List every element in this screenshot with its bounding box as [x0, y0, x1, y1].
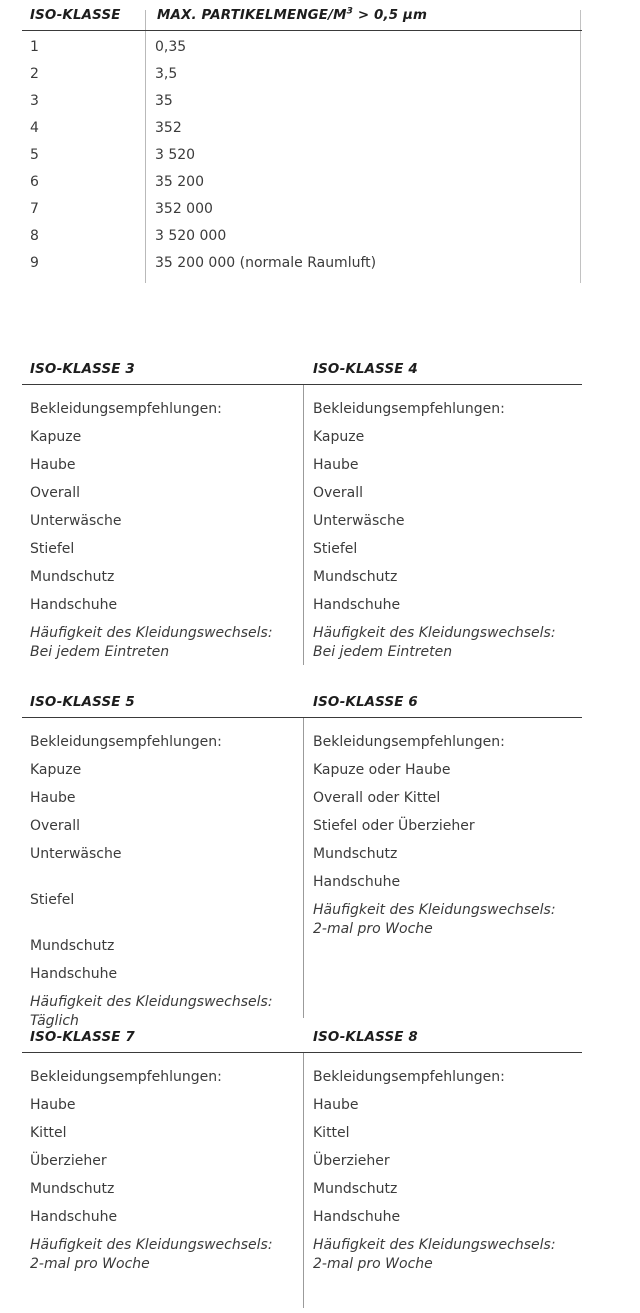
clothing-column-iso-7 — [22, 1053, 303, 1283]
column-header-max-particles-suffix: > 0,5 µm — [353, 8, 428, 23]
clothing-item-list — [30, 1091, 297, 1231]
clothing-item: Handschuhe — [30, 597, 118, 613]
cell-iso-class: 5 — [30, 146, 39, 163]
change-frequency-value: Täglich — [30, 1013, 79, 1029]
table-row — [22, 195, 582, 222]
block-title-left: ISO-KLASSE 5 — [30, 695, 135, 710]
clothing-item: Mundschutz — [313, 569, 398, 585]
block-column-divider — [303, 385, 304, 665]
column-header-max-particles — [148, 8, 582, 30]
cell-max-particles: 352 — [155, 119, 182, 136]
clothing-item: Unterwäsche — [30, 846, 122, 862]
cell-iso-class: 6 — [30, 173, 39, 190]
clothing-item: Stiefel oder Überzieher — [313, 818, 475, 834]
intro-label: Bekleidungsempfehlungen: — [30, 401, 222, 417]
clothing-item: Stiefel — [30, 541, 75, 557]
clothing-item: Overall oder Kittel — [313, 790, 441, 806]
clothing-column-iso-4 — [303, 385, 582, 660]
block-column-divider — [303, 1053, 304, 1308]
intro-label: Bekleidungsempfehlungen: — [313, 734, 505, 750]
change-frequency-note — [313, 1236, 578, 1274]
clothing-item: Haube — [313, 457, 359, 473]
clothing-item: Haube — [313, 1097, 359, 1113]
cell-max-particles: 35 200 — [155, 173, 204, 190]
table-row — [22, 168, 582, 195]
change-frequency-note — [313, 901, 578, 939]
intro-label: Bekleidungsempfehlungen: — [30, 1069, 222, 1085]
clothing-item: Handschuhe — [30, 1209, 118, 1225]
change-frequency-label: Häufigkeit des Kleidungswechsels: — [313, 902, 556, 918]
change-frequency-note — [30, 993, 297, 1031]
clothing-item: Haube — [30, 457, 76, 473]
clothing-item: Mundschutz — [30, 569, 115, 585]
table-body — [22, 31, 582, 283]
clothing-item: Mundschutz — [313, 846, 398, 862]
intro-label: Bekleidungsempfehlungen: — [313, 401, 505, 417]
clothing-item-list — [30, 423, 297, 619]
clothing-item: Handschuhe — [313, 874, 401, 890]
clothing-item: Unterwäsche — [313, 513, 405, 529]
column-header-cubic-meter-superscript: 3 — [346, 6, 354, 17]
table-header-row — [22, 8, 582, 31]
iso-particle-table — [22, 8, 582, 283]
clothing-item: Haube — [30, 1097, 76, 1113]
body-column-divider — [145, 31, 146, 283]
table-row — [22, 141, 582, 168]
clothing-item-list — [313, 1091, 578, 1231]
table-row — [22, 33, 582, 60]
clothing-item-list — [313, 756, 578, 896]
cell-iso-class: 4 — [30, 119, 39, 136]
change-frequency-value: Bei jedem Eintreten — [313, 644, 453, 660]
clothing-item: Handschuhe — [30, 966, 118, 982]
block-title-right: ISO-KLASSE 8 — [313, 1030, 418, 1045]
change-frequency-label: Häufigkeit des Kleidungswechsels: — [313, 625, 556, 641]
block-columns — [22, 1053, 582, 1283]
clothing-column-iso-5 — [22, 718, 303, 1029]
clothing-block-iso-3-4 — [22, 362, 582, 660]
clothing-item: Haube — [30, 790, 76, 806]
change-frequency-note — [313, 624, 578, 662]
cell-iso-class: 8 — [30, 227, 39, 244]
cell-max-particles: 3 520 000 — [155, 227, 227, 244]
block-header-row — [22, 1030, 582, 1053]
clothing-item: Unterwäsche — [30, 513, 122, 529]
change-frequency-label: Häufigkeit des Kleidungswechsels: — [30, 994, 273, 1010]
header-right-border — [580, 10, 581, 30]
clothing-block-iso-7-8 — [22, 1030, 582, 1283]
cell-max-particles: 3 520 — [155, 146, 196, 163]
clothing-item: Overall — [30, 485, 81, 501]
cell-max-particles: 0,35 — [155, 38, 187, 55]
clothing-item: Kapuze — [313, 429, 365, 445]
clothing-column-iso-8 — [303, 1053, 582, 1283]
block-header-row — [22, 362, 582, 385]
change-frequency-label: Häufigkeit des Kleidungswechsels: — [30, 625, 273, 641]
block-title-right: ISO-KLASSE 4 — [313, 362, 418, 377]
block-columns — [22, 385, 582, 660]
change-frequency-value: 2-mal pro Woche — [30, 1256, 150, 1272]
clothing-item: Overall — [30, 818, 81, 834]
change-frequency-value: Bei jedem Eintreten — [30, 644, 170, 660]
block-columns — [22, 718, 582, 1029]
block-header-row — [22, 695, 582, 718]
clothing-item: Stiefel — [30, 892, 75, 908]
column-header-iso-class: ISO-KLASSE — [30, 8, 121, 23]
clothing-item: Überzieher — [313, 1153, 390, 1169]
clothing-column-iso-6 — [303, 718, 582, 1013]
change-frequency-label: Häufigkeit des Kleidungswechsels: — [313, 1237, 556, 1253]
table-row — [22, 249, 582, 276]
cell-iso-class: 1 — [30, 38, 39, 55]
clothing-item: Overall — [313, 485, 364, 501]
table-row — [22, 87, 582, 114]
clothing-item: Handschuhe — [313, 597, 401, 613]
clothing-item: Kapuze oder Haube — [313, 762, 451, 778]
change-frequency-note — [30, 1236, 297, 1274]
cell-iso-class: 9 — [30, 254, 39, 271]
column-header-max-particles-prefix: MAX. PARTIKELMENGE/M — [157, 8, 347, 23]
cell-max-particles: 3,5 — [155, 65, 178, 82]
intro-label: Bekleidungsempfehlungen: — [313, 1069, 505, 1085]
body-right-border — [580, 31, 581, 283]
cell-max-particles: 352 000 — [155, 200, 213, 217]
clothing-item: Mundschutz — [313, 1181, 398, 1197]
clothing-item: Überzieher — [30, 1153, 107, 1169]
cell-iso-class: 2 — [30, 65, 39, 82]
cell-max-particles: 35 200 000 (normale Raumluft) — [155, 254, 377, 271]
change-frequency-value: 2-mal pro Woche — [313, 1256, 433, 1272]
cell-iso-class: 7 — [30, 200, 39, 217]
table-row — [22, 222, 582, 249]
clothing-column-iso-3 — [22, 385, 303, 660]
block-title-left: ISO-KLASSE 7 — [30, 1030, 135, 1045]
cell-iso-class: 3 — [30, 92, 39, 109]
clothing-item-list — [30, 756, 297, 988]
clothing-item: Kapuze — [30, 762, 82, 778]
clothing-item: Kittel — [313, 1125, 350, 1141]
change-frequency-value: 2-mal pro Woche — [313, 921, 433, 937]
intro-label: Bekleidungsempfehlungen: — [30, 734, 222, 750]
clothing-item: Mundschutz — [30, 938, 115, 954]
table-row — [22, 114, 582, 141]
clothing-item: Handschuhe — [313, 1209, 401, 1225]
clothing-item: Kittel — [30, 1125, 67, 1141]
clothing-item: Mundschutz — [30, 1181, 115, 1197]
clothing-item: Kapuze — [30, 429, 82, 445]
change-frequency-note — [30, 624, 297, 662]
block-column-divider — [303, 718, 304, 1018]
block-title-left: ISO-KLASSE 3 — [30, 362, 135, 377]
clothing-block-iso-5-6 — [22, 695, 582, 1029]
clothing-item-list — [313, 423, 578, 619]
clothing-item: Stiefel — [313, 541, 358, 557]
header-column-divider — [145, 10, 146, 30]
table-row — [22, 60, 582, 87]
cell-max-particles: 35 — [155, 92, 173, 109]
block-title-right: ISO-KLASSE 6 — [313, 695, 418, 710]
change-frequency-label: Häufigkeit des Kleidungswechsels: — [30, 1237, 273, 1253]
